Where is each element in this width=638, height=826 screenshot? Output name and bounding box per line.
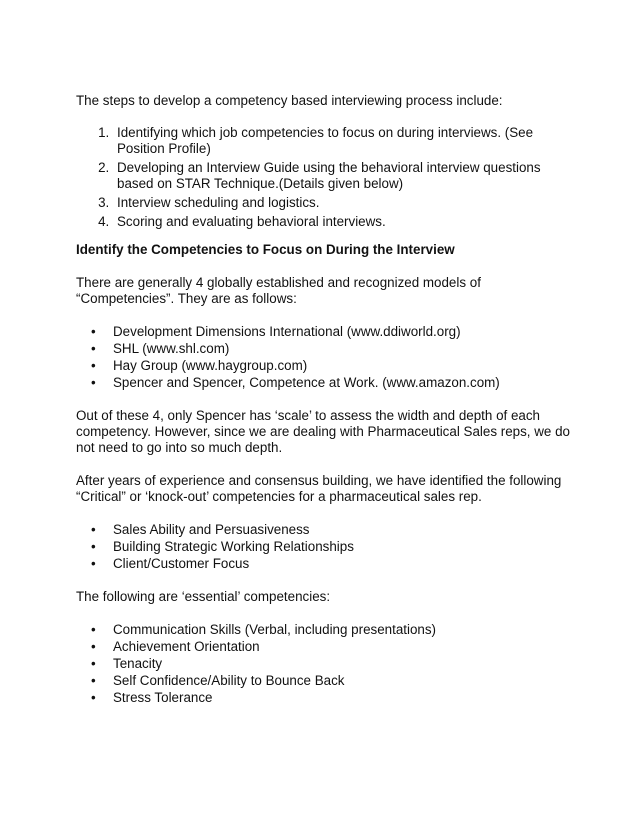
bullet-icon: • (91, 539, 96, 554)
list-item-text: Sales Ability and Persuasiveness (113, 522, 310, 537)
list-item-text: Hay Group (www.haygroup.com) (113, 358, 308, 373)
bullet-icon: • (91, 358, 96, 373)
critical-intro-text: After years of experience and consensus building, we have identified the following “Critical” or ‘knock-out’ competencies for a pharmaceutical sales rep. (76, 473, 562, 504)
list-item-text: Spencer and Spencer, Competence at Work. (www.amazon.com) (113, 375, 500, 390)
list-item (76, 556, 576, 572)
bullet-icon: • (91, 324, 96, 339)
list-item (76, 358, 576, 374)
bullet-icon: • (91, 522, 96, 537)
bullet-icon: • (91, 375, 96, 390)
list-item: 4. Scoring and evaluating behavioral interviews. (113, 214, 576, 230)
intro-text: The steps to develop a competency based interviewing process include: (76, 93, 503, 108)
list-item (76, 522, 576, 538)
models-list (76, 324, 576, 391)
bullet-icon: • (91, 341, 96, 356)
list-item-text: Achievement Orientation (113, 639, 260, 654)
list-item (76, 656, 576, 672)
list-item-text: Development Dimensions International (www.ddiworld.org) (113, 324, 461, 339)
list-item-text: Self Confidence/Ability to Bounce Back (113, 673, 345, 688)
list-item-text: Building Strategic Working Relationships (113, 539, 354, 554)
document-page (76, 93, 576, 723)
steps-list (76, 125, 576, 230)
list-item (76, 639, 576, 655)
list-item: 2. Developing an Interview Guide using the behavioral interview questions based on STAR Technique.(Details given below) (113, 160, 576, 192)
list-item: 1. Identifying which job competencies to focus on during interviews. (See Position Profile) (113, 125, 576, 157)
list-item-text: Communication Skills (Verbal, including presentations) (113, 622, 437, 637)
list-item (76, 690, 576, 706)
bullet-icon: • (91, 656, 96, 671)
section-heading: Identify the Competencies to Focus on During the Interview (76, 242, 455, 257)
bullet-icon: • (91, 639, 96, 654)
list-item (76, 341, 576, 357)
critical-competencies-list (76, 522, 576, 572)
list-item-text: Stress Tolerance (113, 690, 213, 705)
list-item (76, 324, 576, 340)
models-intro-text: There are generally 4 globally established and recognized models of “Competencies”. They are as follows: (76, 275, 481, 306)
list-item (76, 622, 576, 638)
bullet-icon: • (91, 622, 96, 637)
list-item-text: Tenacity (113, 656, 163, 671)
list-item-text: Client/Customer Focus (113, 556, 250, 571)
bullet-icon: • (91, 690, 96, 705)
list-item (76, 375, 576, 391)
list-item: 3. Interview scheduling and logistics. (113, 195, 576, 211)
list-item (76, 673, 576, 689)
list-item (76, 539, 576, 555)
bullet-icon: • (91, 673, 96, 688)
essential-intro-text: The following are ‘essential’ competencies: (76, 589, 331, 604)
spencer-note-text: Out of these 4, only Spencer has ‘scale’ to assess the width and depth of each competency. However, since we are dealing with Pharmaceutical Sales reps, we do not need to go into so much depth. (76, 408, 570, 455)
bullet-icon: • (91, 556, 96, 571)
essential-competencies-list (76, 622, 576, 706)
list-item-text: SHL (www.shl.com) (113, 341, 230, 356)
